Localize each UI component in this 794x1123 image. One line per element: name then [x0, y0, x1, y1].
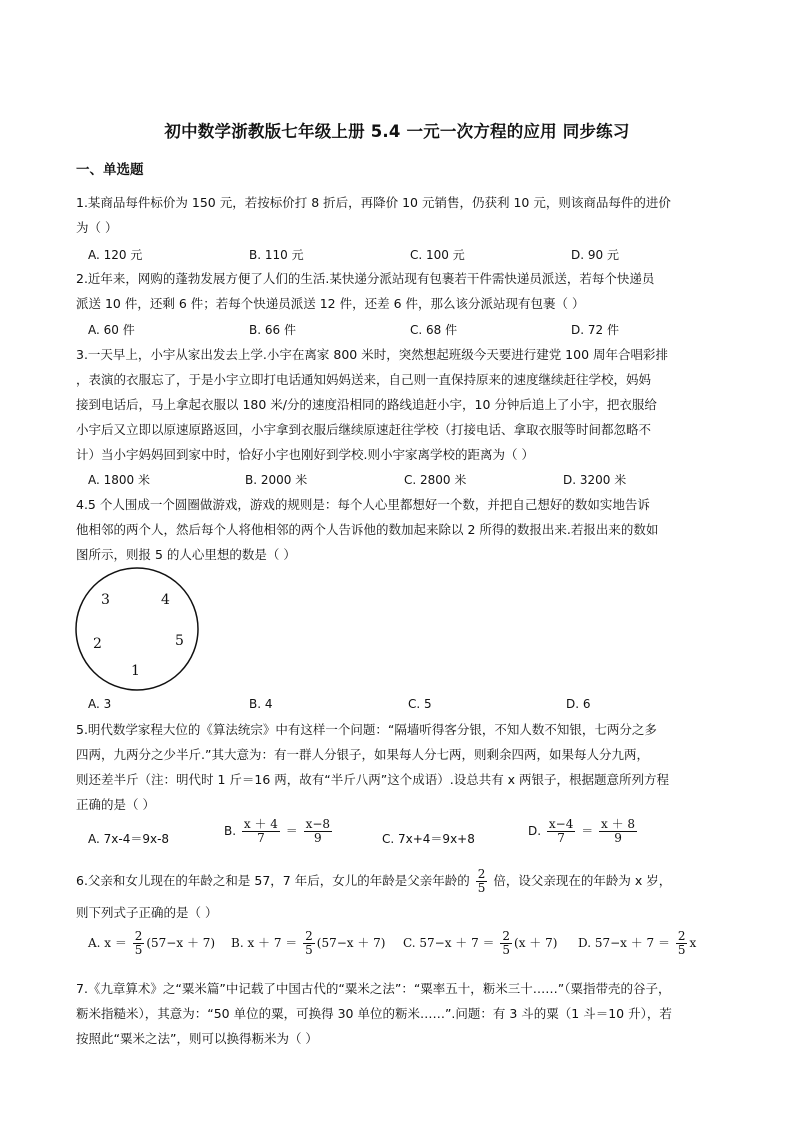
- q2-option-a: A. 60 件: [88, 323, 135, 337]
- q6-d-numerator: 2: [677, 929, 686, 943]
- page-title: 初中数学浙教版七年级上册 5.4 一元一次方程的应用 同步练习: [164, 122, 630, 141]
- q2-option-b: B. 66 件: [249, 323, 296, 337]
- question-7-line-2: 粝米指糙米），其意为：“50 单位的粟，可换得 30 单位的粝米……”.问题：有 3 斗的粟（1 斗＝10 升），若: [76, 1006, 672, 1021]
- q5-d-fraction-right: [599, 818, 637, 845]
- question-2-line-2: 派送 10 件，还剩 6 件；若每个快递员派送 12 件，还差 6 件，那么该分派站现有包裹（ ）: [76, 296, 585, 311]
- q6-d-fraction: [676, 930, 688, 957]
- q5-option-d-label: D.: [528, 824, 542, 838]
- question-1-line-1: 1.某商品每件标价为 150 元，若按标价打 8 折后，再降价 10 元销售，仍获利 10 元，则该商品每件的进价: [76, 195, 671, 210]
- q5-d-denominator-right: 9: [614, 831, 622, 845]
- q5-b-denominator-right: 9: [314, 831, 322, 845]
- q5-d-numerator-left: x−4: [548, 817, 574, 831]
- q5-b-fraction-right: [304, 818, 332, 845]
- question-3-line-1: 3.一天早上，小宇从家出发去上学.小宇在离家 800 米时，突然想起班级今天要进行建党 100 周年合唱彩排: [76, 347, 669, 362]
- q6-option-a: [88, 930, 215, 957]
- question-7-line-1: 7.《九章算术》之“粟米篇”中记载了中国古代的“粟米之法”：“粟率五十，粝米三十……”（粟指带壳的谷子，: [76, 981, 671, 996]
- question-5-line-1: 5.明代数学家程大位的《算法统宗》中有这样一个问题：“隔墙听得客分银，不知人数不知银，七两分之多: [76, 722, 657, 737]
- q6-a-right: (57−x ＋ 7): [146, 936, 216, 950]
- q5-b-fraction-left: [242, 818, 280, 845]
- q6-fraction-denominator: 5: [477, 881, 486, 895]
- q6-b-left: B. x ＋ 7 ＝: [231, 936, 298, 950]
- q6-b-fraction: [303, 930, 315, 957]
- q6-d-right: x: [689, 936, 697, 950]
- q6-a-numerator: 2: [134, 929, 143, 943]
- circle-number-5: 5: [175, 633, 184, 649]
- q6-c-denominator: 5: [502, 943, 511, 957]
- q6-fraction: [476, 868, 488, 895]
- q6-d-left: D. 57−x ＋ 7 ＝: [578, 936, 670, 950]
- q5-d-fraction-left: [547, 818, 575, 845]
- q4-option-a: A. 3: [88, 697, 112, 711]
- question-1-line-2: 为（ ）: [76, 220, 118, 235]
- question-3-line-4: 小宇后又立即以原速原路返回，小宇拿到衣服后继续原速赶往学校（打接电话、拿取衣服等时间都忽略不: [76, 422, 652, 437]
- q3-option-a: A. 1800 米: [88, 473, 150, 487]
- q6-fraction-numerator: 2: [477, 867, 486, 881]
- q5-d-denominator-left: 7: [557, 831, 565, 845]
- circle-number-1: 1: [131, 663, 140, 679]
- q6-b-numerator: 2: [305, 929, 313, 943]
- q5-option-a: A. 7x-4＝9x-8: [88, 832, 170, 846]
- question-6-line-2: 则下列式子正确的是（ ）: [76, 905, 218, 920]
- q1-option-c: C. 100 元: [410, 248, 465, 262]
- q5-b-numerator-right: x−8: [305, 817, 331, 831]
- question-5-line-4: 正确的是（ ）: [76, 797, 155, 812]
- q4-option-c: C. 5: [408, 697, 432, 711]
- q1-option-d: D. 90 元: [571, 248, 619, 262]
- q5-option-b: [224, 818, 334, 845]
- q5-d-numerator-right: x ＋ 8: [601, 817, 636, 831]
- q6-a-left: A. x ＝: [88, 936, 127, 950]
- q5-option-c: C. 7x+4＝9x+8: [382, 832, 475, 846]
- q6-a-fraction: [133, 930, 145, 957]
- q5-option-b-label: B.: [224, 824, 237, 838]
- q3-option-d: D. 3200 米: [563, 473, 627, 487]
- q5-b-numerator-left: x ＋ 4: [243, 817, 278, 831]
- question-4-line-1: 4.5 个人围成一个圆圈做游戏，游戏的规则是：每个人心里都想好一个数，并把自己想好的数如实地告诉: [76, 497, 650, 512]
- q4-option-d: D. 6: [566, 697, 591, 711]
- q4-option-b: B. 4: [249, 697, 273, 711]
- q5-b-denominator-left: 7: [257, 831, 265, 845]
- question-2-line-1: 2.近年来，网购的蓬勃发展方便了人们的生活.某快递分派站现有包裹若干件需快递员派送，若每个快递员: [76, 271, 655, 286]
- question-4-line-2: 他相邻的两个人，然后每个人将他相邻的两个人告诉他的数加起来除以 2 所得的数报出来.若报出来的数如: [76, 522, 659, 537]
- question-3-line-3: 接到电话后，马上拿起衣服以 180 米/分的速度沿相同的路线追赶小宇，10 分钟后追上了小宇，把衣服给: [76, 397, 657, 412]
- q5-d-equals: ＝: [581, 824, 594, 838]
- q6-text-a: 6.父亲和女儿现在的年龄之和是 57，7 年后，女儿的年龄是父亲年龄的: [76, 873, 470, 888]
- number-circle-figure: [74, 566, 200, 692]
- q5-b-equals: ＝: [285, 824, 298, 838]
- q2-option-c: C. 68 件: [410, 323, 458, 337]
- q2-option-d: D. 72 件: [571, 323, 619, 337]
- question-6-line-1: [76, 868, 671, 895]
- question-5-line-3: 则还差半斤（注：明代时 1 斤＝16 两，故有“半斤八两”这个成语）.设总共有 x 两银子，根据题意所列方程: [76, 772, 670, 787]
- circle-number-4: 4: [161, 592, 170, 608]
- q6-c-fraction: [500, 930, 512, 957]
- section-heading: 一、单选题: [76, 162, 144, 178]
- q6-option-b: [231, 930, 386, 957]
- question-3-line-5: 计）当小宇妈妈回到家中时，恰好小宇也刚好到学校.则小宇家离学校的距离为（ ）: [76, 447, 534, 462]
- question-4-line-3: 图所示，则报 5 的人心里想的数是（ ）: [76, 547, 296, 562]
- q6-c-right: (x ＋ 7): [514, 936, 558, 950]
- q6-text-b: 倍，设父亲现在的年龄为 x 岁，: [493, 873, 672, 888]
- question-7-line-3: 按照此“粟米之法”，则可以换得粝米为（ ）: [76, 1031, 318, 1046]
- q6-d-denominator: 5: [677, 943, 686, 957]
- question-3-line-2: ，表演的衣服忘了，于是小宇立即打电话通知妈妈送来，自己则一直保持原来的速度继续赶往学校，妈妈: [76, 372, 652, 387]
- q1-option-b: B. 110 元: [249, 248, 304, 262]
- q6-c-left: C. 57−x ＋ 7 ＝: [403, 936, 495, 950]
- q6-option-c: [403, 930, 557, 957]
- q6-b-right: (57−x ＋ 7): [316, 936, 386, 950]
- q3-option-c: C. 2800 米: [404, 473, 467, 487]
- q6-b-denominator: 5: [305, 943, 313, 957]
- q5-option-d: [528, 818, 639, 845]
- q6-option-d: [578, 930, 696, 957]
- circle-number-2: 2: [93, 636, 102, 652]
- q6-c-numerator: 2: [502, 929, 511, 943]
- q6-a-denominator: 5: [134, 943, 143, 957]
- q1-option-a: A. 120 元: [88, 248, 143, 262]
- question-5-line-2: 四两，九两分之少半斤.”其大意为：有一群人分银子，如果每人分七两，则剩余四两，如果每人分九两，: [76, 747, 649, 762]
- circle-number-3: 3: [101, 592, 110, 608]
- q3-option-b: B. 2000 米: [245, 473, 308, 487]
